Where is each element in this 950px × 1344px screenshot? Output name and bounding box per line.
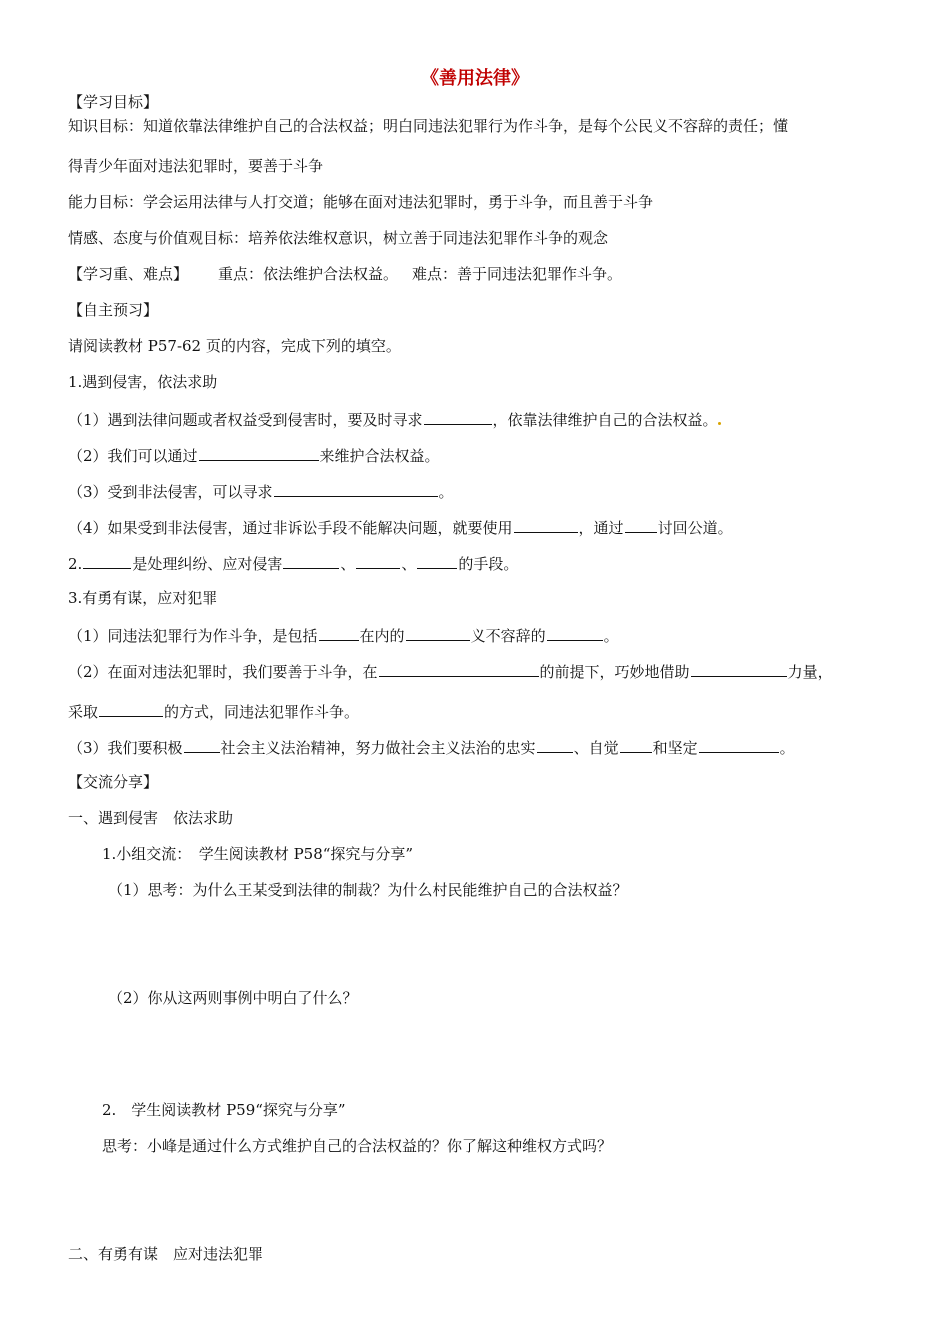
question-3-2: （2）在面对违法犯罪时，我们要善于斗争，在 的前提下，巧妙地借助 力量， — [68, 660, 833, 682]
blank[interactable] — [547, 624, 603, 641]
keypoint-difficult: 难点：善于同违法犯罪作斗争。 — [412, 265, 623, 283]
share-part-2-title: 二、有勇有谋 应对违法犯罪 — [68, 1245, 264, 1263]
blank[interactable] — [283, 552, 339, 569]
blank[interactable] — [319, 624, 359, 641]
blank[interactable] — [274, 480, 438, 497]
blank[interactable] — [699, 736, 779, 753]
emotion-objective: 情感、态度与价值观目标：培养依法维权意识，树立善于同违法犯罪作斗争的观念 — [68, 229, 609, 247]
blank[interactable] — [537, 736, 573, 753]
section-3-title: 3.有勇有谋，应对犯罪 — [68, 589, 218, 607]
blank[interactable] — [379, 660, 539, 677]
share-part-1-title: 一、遇到侵害 依法求助 — [68, 809, 234, 827]
section-1-title: 1.遇到侵害，依法求助 — [68, 373, 218, 391]
blank[interactable] — [184, 736, 220, 753]
blank[interactable] — [691, 660, 787, 677]
share-item-1-question-1: （1）思考：为什么王某受到法律的制裁？为什么村民能维护自己的合法权益？ — [108, 881, 628, 899]
ability-objective: 能力目标：学会运用法律与人打交道；能够在面对违法犯罪时，勇于斗争，而且善于斗争 — [68, 193, 654, 211]
question-1-1: （1）遇到法律问题或者权益受到侵害时，要及时寻求 ，依靠法律维护自己的合法权益。 — [68, 408, 721, 430]
share-item-1-question-2: （2）你从这两则事例中明白了什么？ — [108, 989, 358, 1007]
question-3-3: （3）我们要积极 社会主义法治精神，努力做社会主义法治的忠实 、自觉 和坚定 。 — [68, 736, 795, 758]
blank[interactable] — [514, 516, 578, 533]
question-3-1: （1）同违法犯罪行为作斗争，是包括 在内的 义不容辞的 。 — [68, 624, 619, 646]
share-item-2: 2. 学生阅读教材 P59“探究与分享” — [102, 1101, 346, 1119]
knowledge-objective-line-2: 得青少年面对违法犯罪时，要善于斗争 — [68, 157, 324, 175]
question-2: 2. 是处理纠纷、应对侵害 、 、 的手段。 — [68, 552, 518, 574]
blank[interactable] — [625, 516, 657, 533]
knowledge-objective-line-1: 知识目标：知道依靠法律维护自己的合法权益；明白同违法犯罪行为作斗争，是每个公民义不容辞的责任；懂 — [68, 117, 789, 135]
blank[interactable] — [199, 444, 319, 461]
blank[interactable] — [417, 552, 457, 569]
keypoints-line — [68, 264, 622, 284]
question-3-2-continued: 采取 的方式，同违法犯罪作斗争。 — [68, 700, 359, 722]
share-heading: 【交流分享】 — [68, 773, 159, 791]
share-item-2-question: 思考：小峰是通过什么方式维护自己的合法权益的？你了解这种维权方式吗？ — [102, 1137, 613, 1155]
blank[interactable] — [356, 552, 400, 569]
blank[interactable] — [406, 624, 470, 641]
question-1-3: （3）受到非法侵害，可以寻求 。 — [68, 480, 454, 502]
page-title: 《善用法律》 — [421, 68, 529, 89]
mark-dot — [718, 422, 721, 425]
blank[interactable] — [620, 736, 652, 753]
keypoint-key: 重点：依法维护合法权益。 — [218, 265, 399, 283]
objectives-heading: 【学习目标】 — [68, 93, 159, 111]
blank[interactable] — [424, 408, 492, 425]
share-item-1: 1.小组交流： 学生阅读教材 P58“探究与分享” — [102, 845, 414, 863]
blank[interactable] — [99, 700, 163, 717]
question-1-2: （2）我们可以通过 来维护合法权益。 — [68, 444, 440, 466]
preview-heading: 【自主预习】 — [68, 301, 159, 319]
question-1-4: （4）如果受到非法侵害，通过非诉讼手段不能解决问题，就要使用 ，通过 讨回公道。 — [68, 516, 733, 538]
keypoints-heading: 【学习重、难点】 — [68, 265, 189, 283]
blank[interactable] — [83, 552, 131, 569]
preview-intro: 请阅读教材 P57-62 页的内容，完成下列的填空。 — [68, 337, 401, 355]
